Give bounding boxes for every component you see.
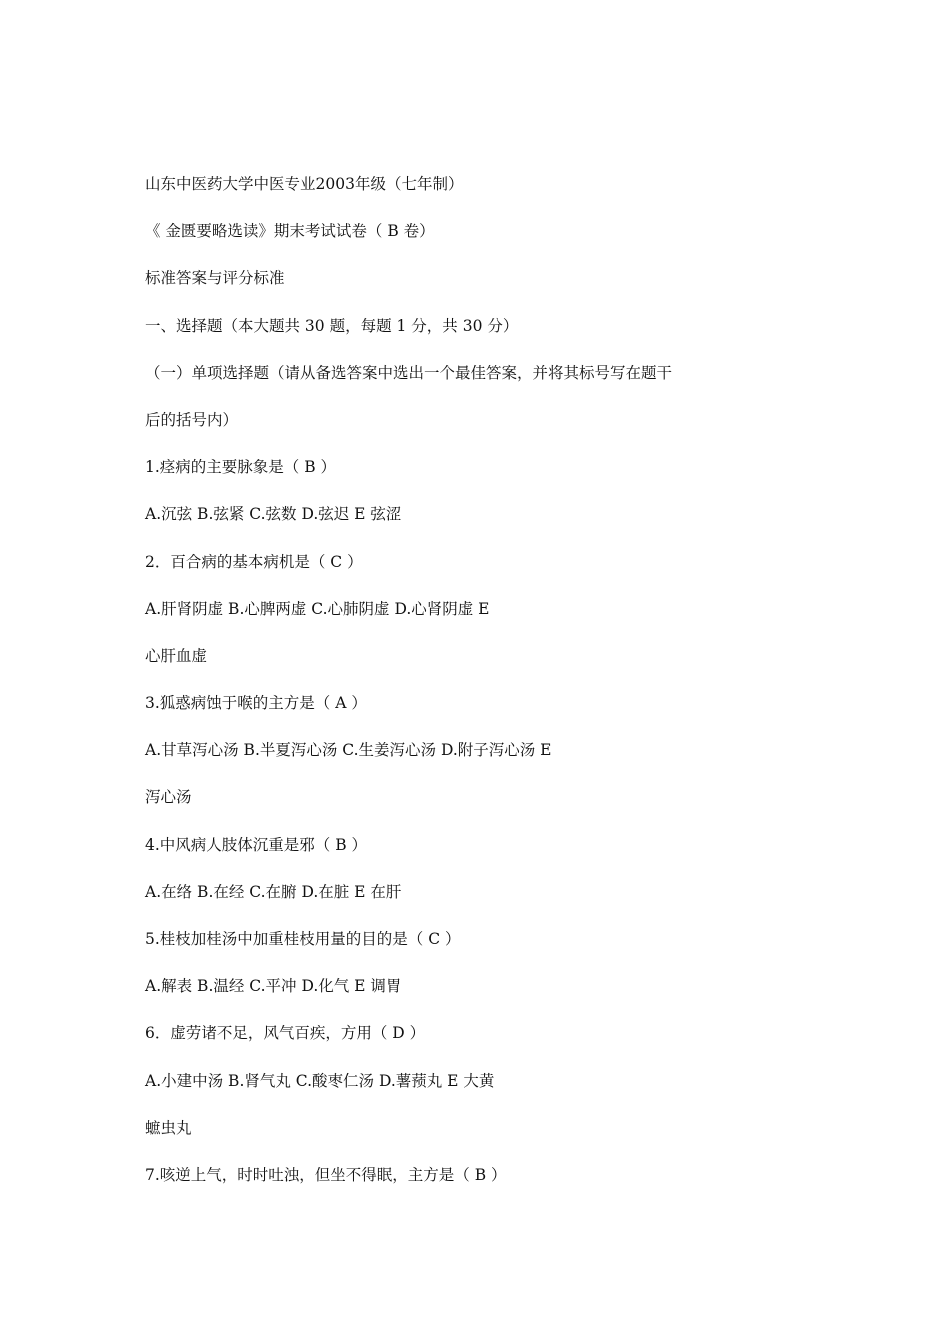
section-title: 一、选择题（本大题共 30 题，每题 1 分，共 30 分） <box>145 316 519 335</box>
header-line-3: 标准答案与评分标准 <box>145 269 285 288</box>
question-4-options: A.在络 B.在经 C.在腑 D.在脏 E 在肝 <box>145 882 402 901</box>
document-body <box>145 172 785 1210</box>
question-2-options-continued: 心肝血虚 <box>145 646 208 665</box>
question-7-stem: 7.咳逆上气，时时吐浊，但坐不得眠，主方是（ B ） <box>145 1165 507 1184</box>
header-line-2: 《 金匮要略选读》期末考试试卷（ B 卷） <box>145 222 435 241</box>
question-6-options: A.小建中汤 B.肾气丸 C.酸枣仁汤 D.薯蓣丸 E 大黄 <box>145 1071 495 1090</box>
question-3-options-continued: 泻心汤 <box>145 788 192 807</box>
question-2-options: A.肝肾阴虚 B.心脾两虚 C.心肺阴虚 D.心肾阴虚 E <box>145 599 490 618</box>
question-5-options: A.解表 B.温经 C.平冲 D.化气 E 调胃 <box>145 977 402 996</box>
section-subtitle-line-1: （一）单项选择题（请从备选答案中选出一个最佳答案，并将其标号写在题干 <box>145 363 673 382</box>
question-3-options: A.甘草泻心汤 B.半夏泻心汤 C.生姜泻心汤 D.附子泻心汤 E <box>145 741 552 760</box>
question-1-stem: 1.痉病的主要脉象是（ B ） <box>145 458 337 477</box>
question-4-stem: 4.中风病人肢体沉重是邪（ B ） <box>145 835 368 854</box>
question-3-stem: 3.狐惑病蚀于喉的主方是（ A ） <box>145 694 367 713</box>
header-line-1: 山东中医药大学中医专业2003年级（七年制） <box>145 175 464 193</box>
question-1-options: A.沉弦 B.弦紧 C.弦数 D.弦迟 E 弦涩 <box>145 505 402 524</box>
question-6-options-continued: 蟅虫丸 <box>145 1118 192 1137</box>
section-subtitle-line-2: 后的括号内） <box>145 410 239 429</box>
question-5-stem: 5.桂枝加桂汤中加重桂枝用量的目的是（ C ） <box>145 930 461 948</box>
question-6-stem: 6．虚劳诸不足，风气百疾，方用（ D ） <box>145 1024 426 1043</box>
question-2-stem: 2．百合病的基本病机是（ C ） <box>145 552 363 571</box>
